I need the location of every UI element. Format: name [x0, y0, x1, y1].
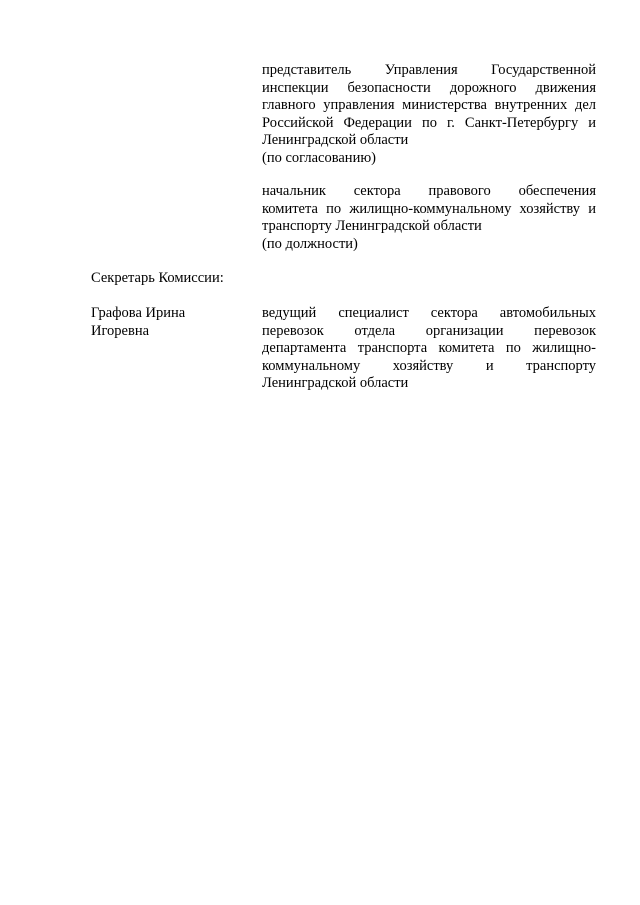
text-line: главного управления министерства внутренних дел: [262, 97, 596, 113]
member-position-gibdd: [262, 62, 596, 167]
text-line: (по согласованию): [262, 149, 376, 166]
text-line: (по должности): [262, 235, 358, 252]
secretary-name: [91, 305, 251, 340]
text-line: ведущий специалист сектора автомобильных: [262, 305, 596, 321]
section-heading: Секретарь Комиссии:: [91, 270, 224, 286]
text-line: Ленинградской области: [262, 375, 409, 391]
text-line: Ленинградской области: [262, 132, 409, 148]
member-position-legal-sector: [262, 183, 596, 253]
text-line: инспекции безопасности дорожного движения: [262, 79, 596, 96]
text-line: Российской Федерации по г. Санкт-Петербургу и: [262, 114, 596, 131]
name-line: Игоревна: [91, 322, 150, 339]
text-line: департамента транспорта комитета по жилищно-: [262, 340, 596, 356]
text-line: коммунальному хозяйству и транспорту: [262, 357, 596, 374]
secretary-heading: [91, 270, 291, 288]
text-line: начальник сектора правового обеспечения: [262, 183, 596, 199]
text-line: транспорту Ленинградской области: [262, 218, 482, 234]
name-line: Графова Ирина: [91, 305, 186, 321]
text-line: перевозок отдела организации перевозок: [262, 322, 596, 339]
secretary-position: [262, 305, 596, 393]
text-line: комитета по жилищно-коммунальному хозяйству и: [262, 200, 596, 217]
text-line: представитель Управления Государственной: [262, 62, 596, 78]
